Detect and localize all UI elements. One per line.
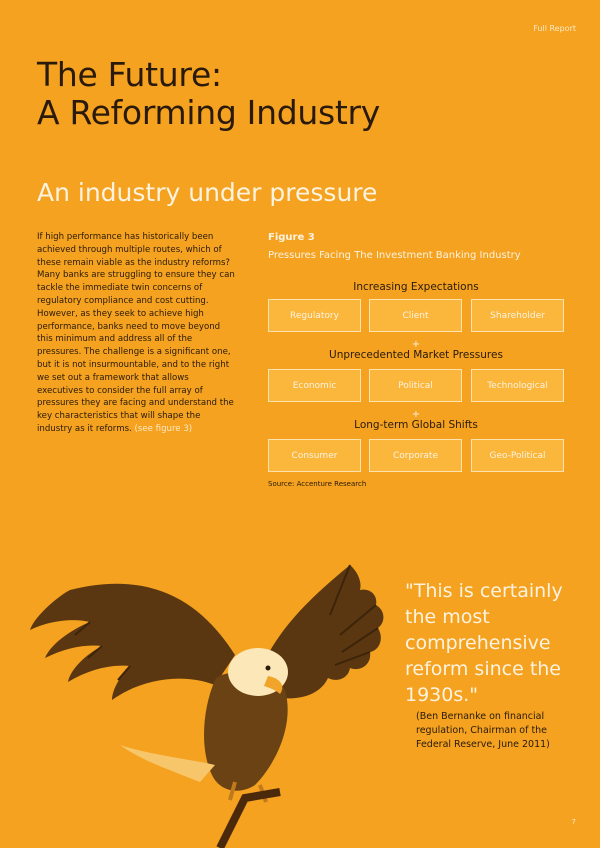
title-line-2: A Reforming Industry bbox=[37, 93, 381, 132]
title-line-1: The Future: bbox=[37, 55, 222, 94]
pressure-box-political: Political bbox=[369, 369, 462, 402]
pressure-box-corporate: Corporate bbox=[369, 439, 462, 472]
pressure-box-economic: Economic bbox=[268, 369, 361, 402]
pull-quote: "This is certainly the most comprehensive reform since the 1930s." bbox=[405, 580, 563, 706]
quote-attribution: (Ben Bernanke on financial regulation, Chairman of the Federal Reserve, June 2011) bbox=[416, 711, 550, 750]
body-paragraph bbox=[37, 231, 237, 436]
group-heading-market-pressures: Unprecedented Market Pressures bbox=[329, 349, 503, 361]
plus-sign: + bbox=[411, 339, 421, 350]
figure-title: Pressures Facing The Investment Banking Industry bbox=[268, 250, 521, 261]
group-heading-global-shifts: Long-term Global Shifts bbox=[354, 419, 478, 431]
pressure-box-geo-political: Geo-Political bbox=[471, 439, 564, 472]
header-label: Full Report bbox=[533, 24, 576, 33]
group-heading-increasing-expectations: Increasing Expectations bbox=[353, 281, 479, 293]
pressure-box-shareholder: Shareholder bbox=[471, 299, 564, 332]
eagle-illustration bbox=[30, 560, 390, 848]
page-number: 7 bbox=[571, 818, 576, 826]
pressure-box-regulatory: Regulatory bbox=[268, 299, 361, 332]
figure-label: Figure 3 bbox=[268, 232, 315, 243]
figure-source: Source: Accenture Research bbox=[268, 480, 367, 488]
pressure-box-client: Client bbox=[369, 299, 462, 332]
pressure-box-consumer: Consumer bbox=[268, 439, 361, 472]
page-title bbox=[37, 56, 380, 132]
plus-sign: + bbox=[411, 409, 421, 420]
section-heading: An industry under pressure bbox=[37, 178, 378, 207]
pressure-box-technological: Technological bbox=[471, 369, 564, 402]
body-text: If high performance has historically been achieved through multiple routes, which of these remain viable as the industry reforms? Many banks are struggling to ensure they can tackle the immediate twin concerns of regulatory compliance and cost cutting. However, as they seek to achieve high performance, banks need to move beyond this minimum and address all of the pressures. The challenge is a significant one, but it is not insurmountable, and to the right we set out a framework that allows executives to consider the full array of pressures they are facing and understand the key characteristics that will shape the industry as it reforms. bbox=[37, 232, 235, 434]
figure-reference-link[interactable]: (see figure 3) bbox=[134, 423, 193, 434]
